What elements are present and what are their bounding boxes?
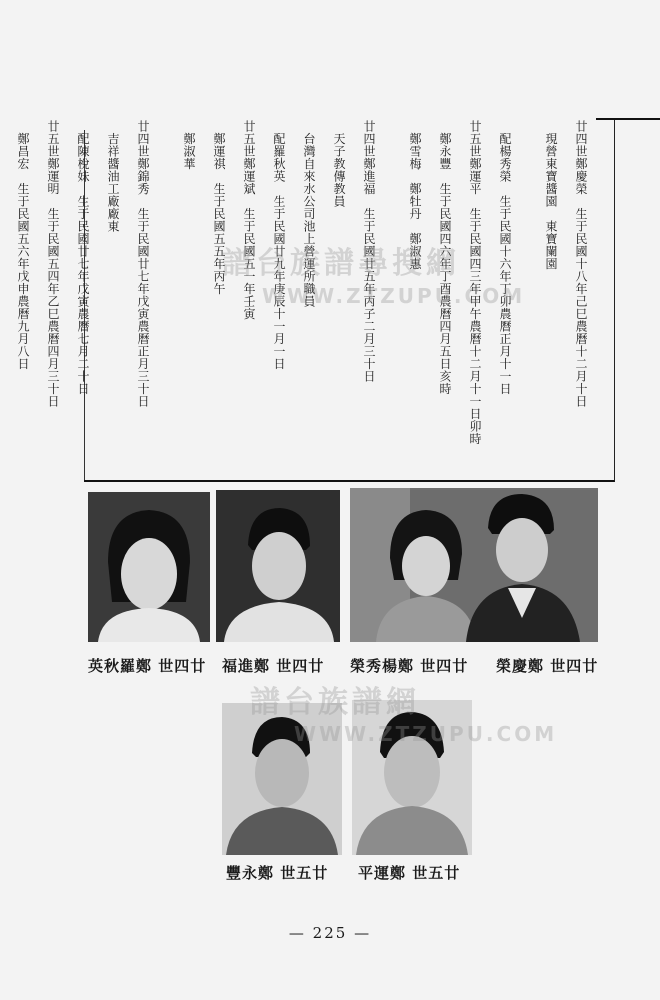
man-portrait-icon [216, 490, 340, 642]
watermark-url: WWW.ZTZUPU.COM [294, 722, 558, 746]
text-column: 鄭永豐 生于民國四六年丁酉農曆四月五日亥時 [438, 120, 452, 395]
watermark-url: WWW.ZTZUPU.COM [262, 284, 526, 308]
photo-caption-3: 榮秀楊鄭 世四廿 [350, 657, 469, 675]
text-column: 鄭淑華 [182, 120, 196, 170]
frame-top-rule [596, 118, 660, 120]
text-column: 廿四世鄭錦秀 生于民國廿七年戊寅農曆正月三十日 [136, 120, 150, 408]
text-column: 配陳梲妹 生于民國廿七年戊寅農曆七月二十日 [76, 120, 90, 395]
couple-portrait-icon [350, 488, 598, 642]
watermark-text: 譜台族譜尋搜網 [222, 246, 460, 281]
text-column: 廿五世鄭運斌 生于民國五一年壬寅 [242, 120, 256, 320]
text-column: 配羅秋英 生于民國廿九年庚辰十一月一日 [272, 120, 286, 370]
text-column: 鄭運祺 生于民國五五年丙午 [212, 120, 226, 295]
text-column: 廿四世鄭進福 生于民國廿五年丙子二月三十日 [362, 120, 376, 383]
text-column: 鄭雪梅 鄭牡丹 鄭淑惠 [408, 120, 422, 270]
page-number: — 225 — [288, 924, 372, 942]
text-column: 台灣自來水公司池上營運所職員 [302, 120, 316, 308]
photo-caption-4: 榮慶鄭 世四廿 [496, 657, 599, 675]
text-column: 廿五世鄭運明 生于民國五四年乙巳農曆四月三十日 [46, 120, 60, 408]
portrait-photo-1 [88, 492, 210, 642]
portrait-photo-couple [350, 488, 598, 642]
watermark-text: 譜台族譜網 [250, 685, 420, 720]
text-column: 廿五世鄭運平 生于民國四三年甲午農曆十二月十一日卯時 [468, 120, 482, 445]
woman-portrait-icon [88, 492, 210, 642]
text-column: 吉祥醬油工廠廠東 [106, 120, 120, 233]
portrait-photo-2 [216, 490, 340, 642]
text-column: 天子教傳教員 [332, 120, 346, 208]
photo-caption-1: 英秋羅鄭 世四廿 [88, 657, 207, 675]
text-column: 現營東寶醬園 東寶闌園 [544, 120, 558, 270]
text-column: 配楊秀榮 生于民國十六年丁卯農曆正月十一日 [498, 120, 512, 395]
photo-caption-6: 平運鄭 世五廿 [358, 864, 461, 882]
text-column: 鄭昌宏 生于民國五六年戊申農曆九月八日 [16, 120, 30, 370]
photo-caption-5: 豐永鄭 世五廿 [226, 864, 329, 882]
photo-caption-2: 福進鄭 世四廿 [222, 657, 325, 675]
text-column: 廿四世鄭慶榮 生于民國十八年己巳農曆十二月十日 [574, 120, 588, 408]
